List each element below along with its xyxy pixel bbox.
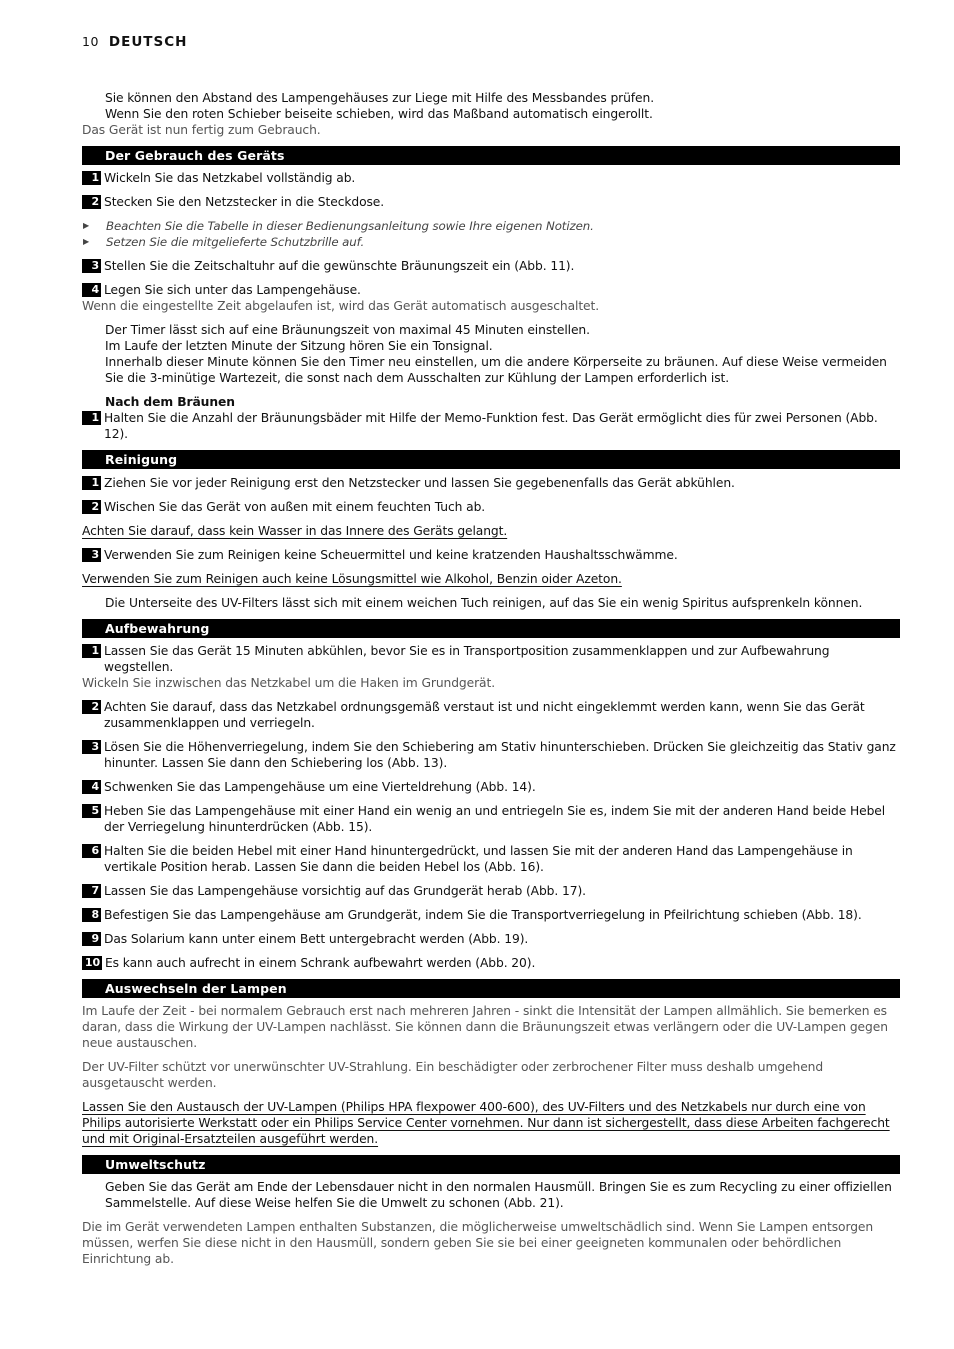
step-number: 1 xyxy=(82,644,101,658)
page-number: 10 xyxy=(82,34,99,49)
bullet-item xyxy=(82,234,900,250)
step-item xyxy=(82,739,900,771)
section-heading-lamps: Auswechseln der Lampen xyxy=(82,979,900,998)
step-text: Wischen Sie das Gerät von außen mit einem feuchten Tuch ab. xyxy=(104,500,486,514)
body-paragraph: Der UV-Filter schützt vor unerwünschter UV-Strahlung. Ein beschädigter oder zerbrochener Filter muss deshalb umgehend ausgetauscht werden. xyxy=(82,1060,824,1090)
step-number: 3 xyxy=(82,740,101,754)
step-text: Befestigen Sie das Lampengehäuse am Grundgerät, indem Sie die Transportverriegelung in Pfeilrichtung schieben (Abb. 18). xyxy=(104,908,862,922)
step-number: 3 xyxy=(82,259,101,273)
step-number: 1 xyxy=(82,411,101,425)
page-language: DEUTSCH xyxy=(108,34,188,50)
intro-line: Wenn Sie den roten Schieber beiseite schieben, wird das Maßband automatisch eingerollt. xyxy=(105,107,653,121)
intro-line: Sie können den Abstand des Lampengehäuses zur Liege mit Hilfe des Messbandes prüfen. xyxy=(105,91,655,105)
section-heading-environment: Umweltschutz xyxy=(82,1155,900,1174)
step-text: Schwenken Sie das Lampengehäuse um eine Vierteldrehung (Abb. 14). xyxy=(104,780,536,794)
step-number: 7 xyxy=(82,884,101,898)
step-text: Halten Sie die Anzahl der Bräunungsbäder mit Hilfe der Memo-Funktion fest. Das Gerät ermöglicht dies für zwei Personen (Abb. 12). xyxy=(104,411,878,441)
step-number: 3 xyxy=(82,548,101,562)
warning-text: Achten Sie darauf, dass kein Wasser in das Innere des Geräts gelangt. xyxy=(82,524,508,538)
bullet-item xyxy=(82,218,900,234)
page-content xyxy=(82,90,900,1267)
step-number: 5 xyxy=(82,804,101,818)
section-heading-cleaning: Reinigung xyxy=(82,450,900,469)
step-item xyxy=(82,779,900,795)
step-number: 2 xyxy=(82,700,101,714)
tip-line: Die Unterseite des UV-Filters lässt sich mit einem weichen Tuch reinigen, auf das Sie ein wenig Spiritus aufsprenkeln können. xyxy=(105,596,863,610)
step-item xyxy=(82,258,900,274)
tip-line: Im Laufe der letzten Minute der Sitzung hören Sie ein Tonsignal. xyxy=(105,339,493,353)
step-item xyxy=(82,955,900,971)
body-paragraph: Im Laufe der Zeit - bei normalem Gebrauch erst nach mehreren Jahren - sinkt die Intensität der Lampen allmählich. Sie bemerken es daran, dass die Wirkung der UV-Lampen nachlässt. Sie können dann die Bräunungszeit etwas verlängern oder die UV-Lampen gegen neue austauschen. xyxy=(82,1004,888,1050)
step-note: Wickeln Sie inzwischen das Netzkabel um die Haken im Grundgerät. xyxy=(82,676,496,690)
step-item xyxy=(82,803,900,835)
subheading-after-tanning: Nach dem Bräunen xyxy=(105,395,235,409)
body-paragraph: Die im Gerät verwendeten Lampen enthalten Substanzen, die möglicherweise umweltschädlich sind. Wenn Sie Lampen entsorgen müssen, werfen Sie diese nicht in den Hausmüll, sondern geben Sie sie bei einer geeigneten kommunalen oder behördlichen Einrichtung ab. xyxy=(82,1220,874,1266)
step-number: 4 xyxy=(82,283,101,297)
step-number: 1 xyxy=(82,476,101,490)
tip-line: Innerhalb dieser Minute können Sie den Timer neu einstellen, um die andere Körperseite zu bräunen. Auf diese Weise vermeiden Sie die 3-minütige Wartezeit, die sonst nach dem Ausschalten zur Kühlung der Lampen erforderlich ist. xyxy=(105,355,887,385)
step-item xyxy=(82,170,900,186)
step-note: Wenn die eingestellte Zeit abgelaufen ist, wird das Gerät automatisch ausgeschaltet. xyxy=(82,299,600,313)
step-text: Das Solarium kann unter einem Bett untergebracht werden (Abb. 19). xyxy=(104,932,529,946)
step-number: 8 xyxy=(82,908,101,922)
step-item xyxy=(82,410,900,442)
step-item xyxy=(82,883,900,899)
bullet-text: Beachten Sie die Tabelle in dieser Bedienungsanleitung sowie Ihre eigenen Notizen. xyxy=(106,219,594,233)
step-item xyxy=(82,907,900,923)
step-text: Ziehen Sie vor jeder Reinigung erst den Netzstecker und lassen Sie gegebenenfalls das Gerät abkühlen. xyxy=(104,476,735,490)
step-item xyxy=(82,499,900,515)
step-item xyxy=(82,699,900,731)
step-number: 4 xyxy=(82,780,101,794)
step-text: Legen Sie sich unter das Lampengehäuse. xyxy=(104,283,361,297)
step-text: Halten Sie die beiden Hebel mit einer Hand hinuntergedrückt, und lassen Sie mit der anderen Hand das Lampengehäuse in vertikale Position herab. Lassen Sie dann die beiden Hebel los (Abb. 16). xyxy=(104,844,853,874)
body-paragraph: Geben Sie das Gerät am Ende der Lebensdauer nicht in den normalen Hausmüll. Bringen Sie es zum Recycling zu einer offiziellen Sammelstelle. Auf diese Weise helfen Sie die Umwelt zu schonen (Abb. 21). xyxy=(105,1180,892,1210)
bullet-text: Setzen Sie die mitgelieferte Schutzbrille auf. xyxy=(106,235,365,249)
step-item xyxy=(82,282,900,298)
step-number: 2 xyxy=(82,195,101,209)
step-number: 2 xyxy=(82,500,101,514)
step-text: Lösen Sie die Höhenverriegelung, indem Sie den Schiebering am Stativ hinunterschieben. Drücken Sie gleichzeitig das Stativ ganz hinunter. Lassen Sie dann den Schiebering los (Abb. 13). xyxy=(104,740,896,770)
step-text: Wickeln Sie das Netzkabel vollständig ab. xyxy=(104,171,356,185)
tip-line: Der Timer lässt sich auf eine Bräunungszeit von maximal 45 Minuten einstellen. xyxy=(105,323,590,337)
intro-ready-note: Das Gerät ist nun fertig zum Gebrauch. xyxy=(82,123,321,137)
step-text: Es kann auch aufrecht in einem Schrank aufbewahrt werden (Abb. 20). xyxy=(105,956,536,970)
bullet-arrow-icon: ▶ xyxy=(83,237,90,246)
step-item xyxy=(82,843,900,875)
step-text: Stellen Sie die Zeitschaltuhr auf die gewünschte Bräunungszeit ein (Abb. 11). xyxy=(104,259,575,273)
step-text: Achten Sie darauf, dass das Netzkabel ordnungsgemäß verstaut ist und nicht eingeklemmt werden kann, wenn Sie das Gerät zusammenklappen und verriegeln. xyxy=(104,700,865,730)
warning-text: Verwenden Sie zum Reinigen auch keine Lösungsmittel wie Alkohol, Benzin oider Azeton. xyxy=(82,572,622,586)
step-item xyxy=(82,547,900,563)
step-text: Heben Sie das Lampengehäuse mit einer Hand ein wenig an und entriegeln Sie es, indem Sie mit der anderen Hand beide Hebel der Verriegelung hinunterdrücken (Abb. 15). xyxy=(104,804,886,834)
step-text: Lassen Sie das Gerät 15 Minuten abkühlen, bevor Sie es in Transportposition zusammenklappen und zur Aufbewahrung wegstellen. xyxy=(104,644,830,674)
step-text: Stecken Sie den Netzstecker in die Steckdose. xyxy=(104,195,385,209)
step-text: Verwenden Sie zum Reinigen keine Scheuermittel und keine kratzenden Haushaltsschwämme. xyxy=(104,548,678,562)
warning-text: Lassen Sie den Austausch der UV-Lampen (Philips HPA flexpower 400-600), des UV-Filters und des Netzkabels nur durch eine von Philips autorisierte Werkstatt oder ein Philips Service Center vornehmen. Nur dann ist sichergestellt, dass diese Arbeiten fachgerecht und mit Original-Ersatzteilen ausgeführt werden. xyxy=(82,1100,890,1146)
step-text: Lassen Sie das Lampengehäuse vorsichtig auf das Grundgerät herab (Abb. 17). xyxy=(104,884,586,898)
step-item xyxy=(82,475,900,491)
bullet-arrow-icon: ▶ xyxy=(83,221,90,230)
step-item xyxy=(82,931,900,947)
step-number: 9 xyxy=(82,932,101,946)
section-heading-use: Der Gebrauch des Geräts xyxy=(82,146,900,165)
step-number: 6 xyxy=(82,844,101,858)
step-number: 10 xyxy=(82,956,102,970)
step-item xyxy=(82,194,900,210)
page-header xyxy=(82,34,187,50)
step-number: 1 xyxy=(82,171,101,185)
section-heading-storage: Aufbewahrung xyxy=(82,619,900,638)
step-item xyxy=(82,643,900,675)
